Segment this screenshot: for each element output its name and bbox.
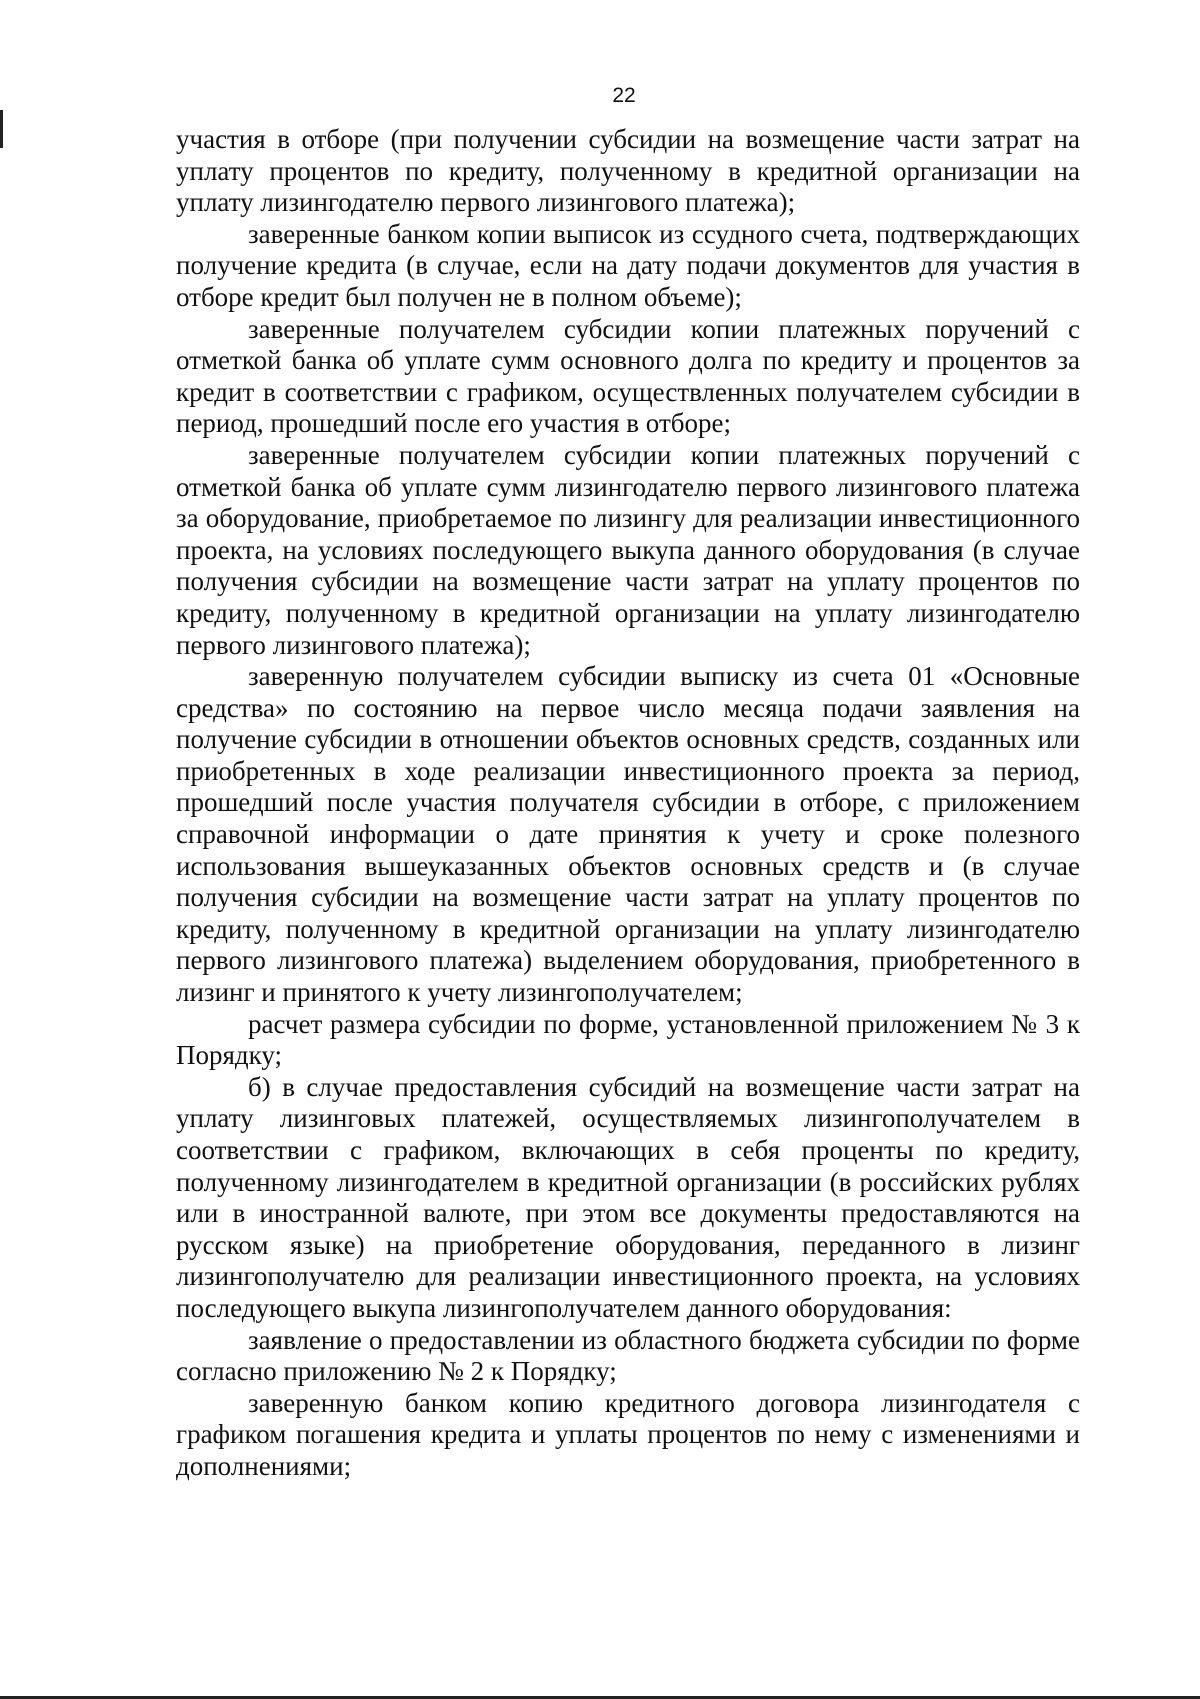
paragraph-fixed-assets-statement: заверенную получателем субсидии выписку из счета 01 «Основные средства» по состоянию на первое число месяца подачи заявления на получение субсидии в отношении объектов основных средств, созданных или приобретенных в ходе реализации инвестиционного проекта за период, прошедший после участия получателя субсидии в отборе, с приложением справочной информации о дате принятия к учету и сроке полезного использования вышеуказанных объектов основных средств и (в случае получения субсидии на возмещение части затрат на уплату процентов по кредиту, полученному в кредитной организации на уплату лизингодателю первого лизингового платежа) выделением оборудования, приобретенного в лизинг и принятого к учету лизингополучателем; xyxy=(176,661,1080,1008)
paragraph-application: заявление о предоставлении из областного бюджета субсидии по форме согласно приложению № 2 к Порядку; xyxy=(176,1324,1080,1387)
page-number: 22 xyxy=(612,84,636,107)
paragraph-continuation: участия в отборе (при получении субсидии на возмещение части затрат на уплату процентов по кредиту, полученному в кредитной организации на уплату лизингодателю первого лизингового платежа); xyxy=(176,124,1080,218)
scan-edge-left xyxy=(0,110,3,148)
paragraph-payment-orders-leasing: заверенные получателем субсидии копии платежных поручений с отметкой банка об уплате сумм лизингодателю первого лизингового платежа за оборудование, приобретаемое по лизингу для реализации инвестиционного проекта, на условиях последующего выкупа данного оборудования (в случае получения субсидии на возмещение части затрат на уплату процентов по кредиту, полученному в кредитной организации на уплату лизингодателю первого лизингового платежа); xyxy=(176,439,1080,660)
paragraph-item-b: б) в случае предоставления субсидий на возмещение части затрат на уплату лизинговых платежей, осуществляемых лизингополучателем в соответствии с графиком, включающих в себя проценты по кредиту, полученному лизингодателем в кредитной организации (в российских рублях или в иностранной валюте, при этом все документы предоставляются на русском языке) на приобретение оборудования, переданного в лизинг лизингополучателю для реализации инвестиционного проекта, на условиях последующего выкупа лизингополучателем данного оборудования: xyxy=(176,1071,1080,1323)
document-body xyxy=(176,124,1080,1483)
paragraph-loan-account-statements: заверенные банком копии выписок из ссудного счета, подтверждающих получение кредита (в случае, если на дату подачи документов для участия в отборе кредит был получен не в полном объеме); xyxy=(176,218,1080,312)
paragraph-payment-orders-loan: заверенные получателем субсидии копии платежных поручений с отметкой банка об уплате сумм основного долга по кредиту и процентов за кредит в соответствии с графиком, осуществленных получателем субсидии в период, прошедший после его участия в отборе; xyxy=(176,313,1080,439)
paragraph-credit-agreement-copy: заверенную банком копию кредитного договора лизингодателя с графиком погашения кредита и уплаты процентов по нему с изменениями и дополнениями; xyxy=(176,1387,1080,1481)
paragraph-subsidy-calculation: расчет размера субсидии по форме, установленной приложением № 3 к Порядку; xyxy=(176,1008,1080,1071)
